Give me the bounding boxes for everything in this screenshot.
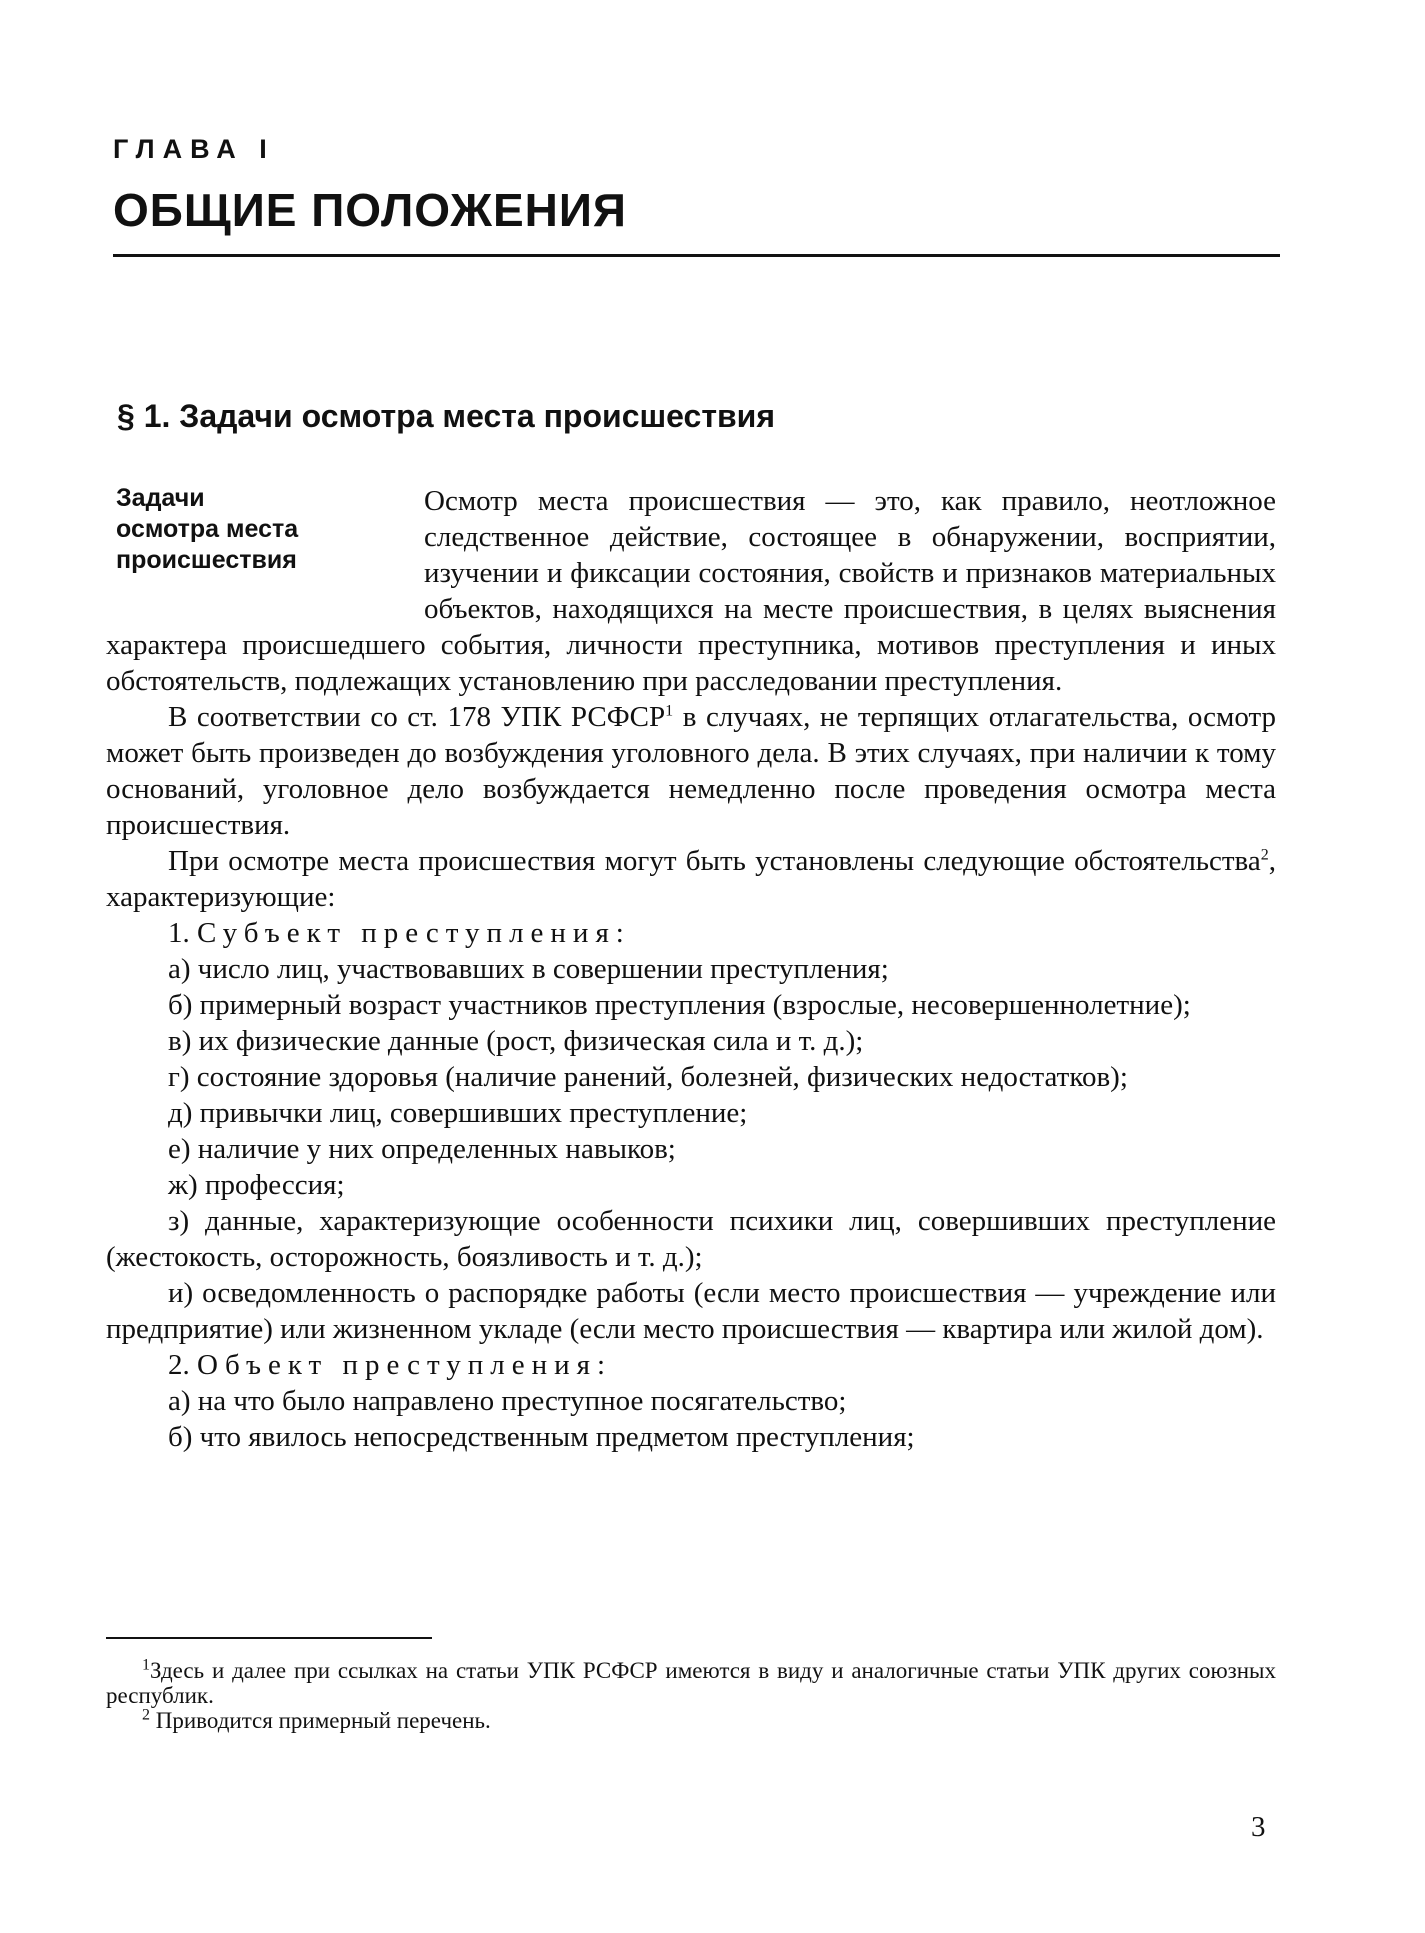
paragraph-text: В соответствии со ст. 178 УПК РСФСР [168,701,666,733]
margin-note-line: осмотра места [116,515,299,543]
page-number: 3 [1251,1811,1266,1843]
footnote-text: Здесь и далее при ссылках на статьи УПК РСФСР имеются в виду и аналогичные статьи УПК других союзных республик. [106,1658,1276,1708]
footnote-ref: 2 [1260,846,1269,864]
list-number: 2. [168,1349,197,1381]
list-heading-text: Субъект преступления: [197,917,631,949]
list-item: в) их физические данные (рост, физическая сила и т. д.); [168,1025,864,1057]
section-title: § 1. Задачи осмотра места происшествия [117,398,776,434]
list-item: б) примерный возраст участников преступления (взрослые, несовершеннолетние); [168,989,1191,1021]
list-item: и) осведомленность о распорядке работы (если место происшествия — учреждение или предприятие) или жизненном укладе (если место происшествия — квартира или жилой дом). [106,1277,1276,1345]
footnote-mark: 1 [142,1656,150,1674]
chapter-title: ОБЩИЕ ПОЛОЖЕНИЯ [113,184,627,236]
list-item: е) наличие у них определенных навыков; [168,1133,676,1165]
list-heading-text: Объект преступления: [197,1349,613,1381]
footnote-divider [106,1637,432,1639]
list-heading-subject [106,915,1276,951]
footnote-text: Приводится примерный перечень. [150,1708,491,1733]
footnote-mark: 2 [142,1706,150,1724]
paragraph-text: в случаях, не терпящих отлагательства, осмотр может быть произведен до возбуждения уголовного дела. В этих случаях, при наличии к тому оснований, уголовное дело возбуждается немедленно после проведения осмотра места происшествия. [106,701,1276,841]
chapter-divider [113,254,1280,257]
list-item: б) что явилось непосредственным предметом преступления; [168,1421,915,1453]
list-item: ж) профессия; [168,1169,345,1201]
list-item: з) данные, характеризующие особенности психики лиц, совершивших преступление (жестокость, осторожность, боязливость и т. д.); [106,1205,1276,1273]
list-item: а) число лиц, участвовавших в совершении преступления; [168,953,889,985]
list-item: г) состояние здоровья (наличие ранений, болезней, физических недостатков); [168,1061,1128,1093]
footnote-ref: 1 [665,702,674,720]
margin-note-line: Задачи [116,484,205,512]
body-text [106,483,1276,1455]
chapter-label: ГЛАВА I [113,134,275,164]
margin-note-spacer [106,483,424,627]
list-item: д) привычки лиц, совершивших преступление; [168,1097,748,1129]
paragraph-definition: Осмотр места происшествия — это, как правило, неотложное следственное действие, состоящее в обнаружении, восприятии, изучении и фиксации состояния, свойств и признаков материальных объектов, находящихся на месте происшествия, в целях выяснения характера происшедшего события, личности преступника, мотивов преступления и иных обстоятельств, подлежащих установлению при расследовании преступления. [106,485,1276,697]
paragraph-circumstances [106,843,1276,915]
paragraph-text: , характеризующие: [106,845,1276,913]
paragraph-article-178 [106,699,1276,843]
footnotes [106,1658,1276,1733]
list-number: 1. [168,917,197,949]
paragraph-text: При осмотре места происшествия могут быть установлены следующие обстоятельства [168,845,1261,877]
list-item: а) на что было направлено преступное посягательство; [168,1385,847,1417]
margin-note-line: происшествия [116,546,297,574]
list-heading-object [106,1347,1276,1383]
footnote-2 [106,1708,1276,1733]
footnote-1 [106,1658,1276,1708]
